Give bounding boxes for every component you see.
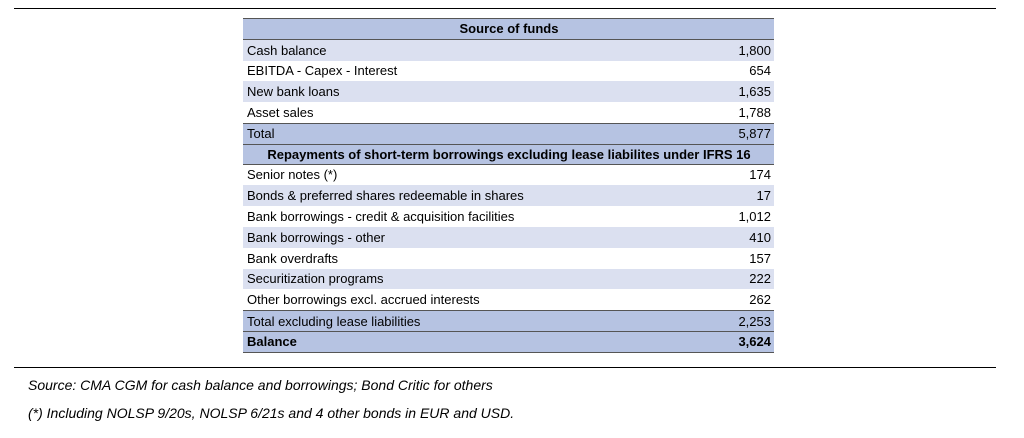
row-value: 1,788: [738, 105, 771, 121]
row-value: 3,624: [738, 334, 771, 350]
table-row: [243, 269, 774, 290]
table-row: [243, 61, 774, 82]
row-value: 2,253: [738, 313, 771, 329]
row-value: 222: [749, 271, 771, 287]
row-label: Total: [247, 126, 275, 142]
header-label: Source of funds: [459, 21, 559, 37]
row-label: Bank borrowings - credit & acquisition facilities: [247, 209, 515, 225]
row-label: Cash balance: [247, 42, 327, 58]
row-value: 1,012: [738, 209, 771, 225]
row-label: Balance: [247, 334, 297, 350]
table-row: [243, 102, 774, 123]
row-value: 157: [749, 250, 771, 266]
table-row: [243, 227, 774, 248]
table-row: [243, 289, 774, 310]
row-value: 5,877: [738, 126, 771, 142]
row-label: EBITDA - Capex - Interest: [247, 63, 398, 79]
table-row: [243, 185, 774, 206]
row-value: 654: [749, 63, 771, 79]
row-label: Bonds & preferred shares redeemable in shares: [247, 188, 524, 204]
row-value: 1,635: [738, 84, 771, 100]
bottom-rule: [14, 367, 996, 368]
row-label: Other borrowings excl. accrued interests: [247, 292, 480, 308]
table-row: [243, 248, 774, 269]
row-label: Bank borrowings - other: [247, 229, 386, 245]
row-value: 174: [749, 167, 771, 183]
table-row: [243, 81, 774, 102]
row-label: Total excluding lease liabilities: [247, 313, 421, 329]
row-value: 1,800: [738, 42, 771, 58]
funds-table: [243, 18, 774, 353]
row-value: 262: [749, 292, 771, 308]
footnote: (*) Including NOLSP 9/20s, NOLSP 6/21s and 4 other bonds in EUR and USD.: [28, 405, 515, 421]
row-label: Securitization programs: [247, 271, 384, 287]
row-label: New bank loans: [247, 84, 340, 100]
table-header-repayments: [243, 144, 774, 165]
balance-row: [243, 331, 774, 352]
row-value: 410: [749, 229, 771, 245]
row-label: Asset sales: [247, 105, 314, 121]
table-row: [243, 206, 774, 227]
header-label: Repayments of short-term borrowings excluding lease liabilites under IFRS 16: [267, 146, 751, 162]
table-header-source: [243, 19, 774, 40]
total-row: [243, 123, 774, 144]
table-row: [243, 165, 774, 186]
total-row: [243, 310, 774, 331]
row-value: 17: [756, 188, 771, 204]
row-label: Bank overdrafts: [247, 250, 339, 266]
source-note: Source: CMA CGM for cash balance and borrowings; Bond Critic for others: [28, 377, 493, 393]
top-rule: [14, 8, 996, 9]
row-label: Senior notes (*): [247, 167, 338, 183]
table-row: [243, 40, 774, 61]
